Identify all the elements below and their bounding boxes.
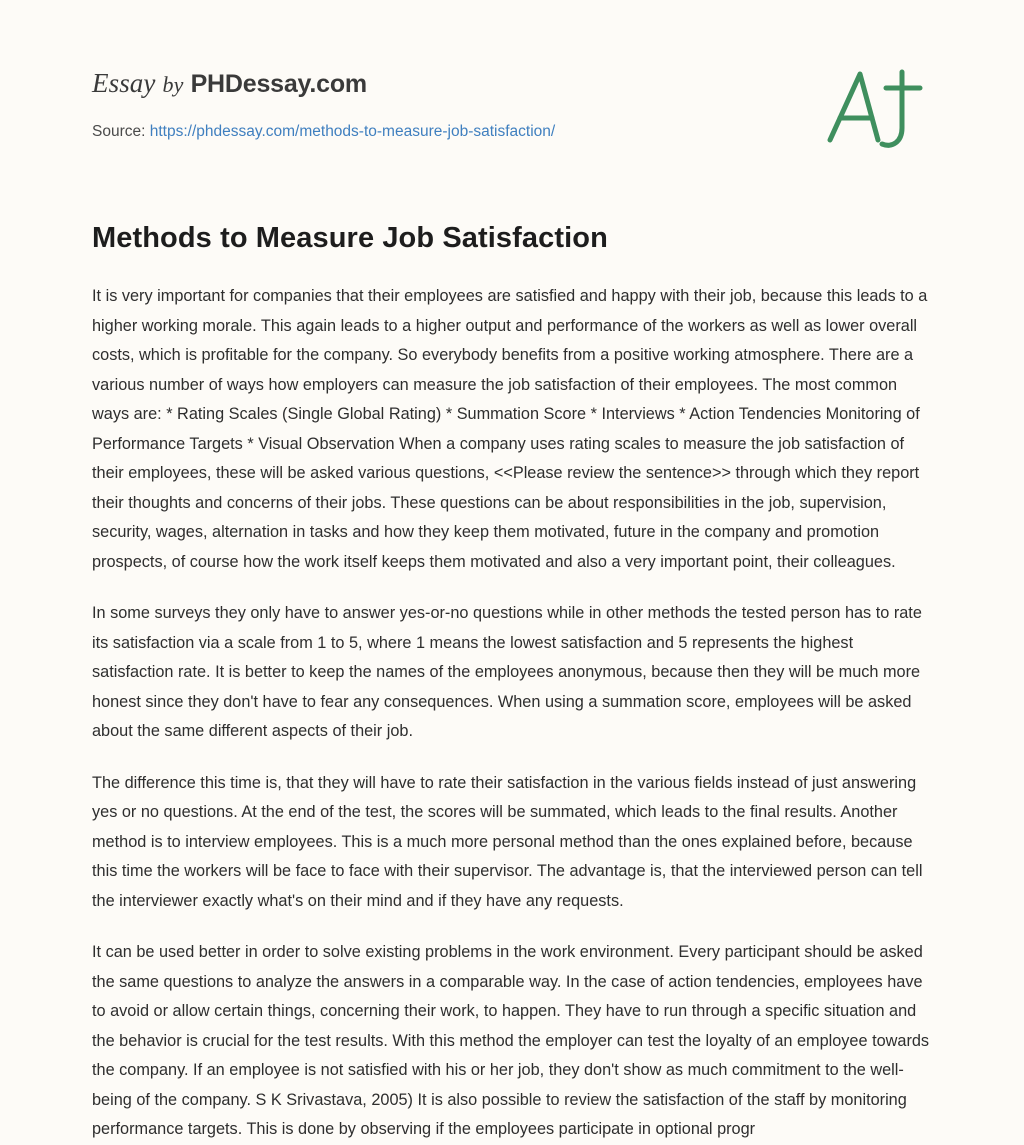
source-line xyxy=(92,123,932,141)
paragraph: It can be used better in order to solve existing problems in the work environment. Every participant should be asked the same questions to analyze the answers in a comparable way. In the case of action tendencies, employees have to avoid or allow certain things, concerning their work, to happen. They have to run through a specific situation and the behavior is crucial for the test results. With this method the employer can test the loyalty of an employee towards the company. If an employee is not satisfied with his or her job, they don't show as much commitment to the well-being of the company. S K Srivastava, 2005) It is also possible to review the satisfaction of the staff by monitoring performance targets. This is done by observing if the employees participate in optional progr xyxy=(92,943,930,1138)
brand-header xyxy=(92,0,932,99)
paragraph: In some surveys they only have to answer yes-or-no questions while in other methods the tested person has to rate its satisfaction via a scale from 1 to 5, where 1 means the lowest satisfaction and 5 represents the highest satisfaction rate. It is better to keep the names of the employees anonymous, because then they will be much more honest since they don't have to fear any consequences. When using a summation score, employees will be asked about the same different aspects of their job. xyxy=(92,604,922,740)
brand-site-label: PHDessay.com xyxy=(190,70,367,98)
page-title: Methods to Measure Job Satisfaction xyxy=(92,222,608,254)
document-body xyxy=(92,282,932,1145)
paragraph: It is very important for companies that their employees are satisfied and happy with their job, because this leads to a higher working morale. This again leads to a higher output and performance of the workers as well as lower overall costs, which is profitable for the company. So everybody benefits from a positive working atmosphere. There are a various number of ways how employers can measure the job satisfaction of their employees. The most common ways are: * Rating Scales (Single Global Rating) * Summation Score * Interviews * Action Tendencies Monitoring of Performance Targets * Visual Observation When a company uses rating scales to measure the job satisfaction of their employees, these will be asked various questions, <<Please review the sentence>> through which they report their thoughts and concerns of their jobs. These questions can be about responsibilities in the job, supervision, security, wages, alternation in tasks and how they keep them motivated, future in the company and promotion prospects, of course how the work itself keeps them motivated and also a very important point, their colleagues. xyxy=(92,287,928,571)
brand-essay-label: Essay xyxy=(92,68,156,98)
source-url-link[interactable]: https://phdessay.com/methods-to-measure-job-satisfaction/ xyxy=(149,123,556,140)
paragraph: The difference this time is, that they will have to rate their satisfaction in the various fields instead of just answering yes or no questions. At the end of the test, the scores will be summated, which leads to the final results. Another method is to interview employees. This is a much more personal method than the ones explained before, because this time the workers will be face to face with their supervisor. The advantage is, that the interviewed person can tell the interviewer exactly what's on their mind and if they have any requests. xyxy=(92,773,923,910)
phdessay-logo-icon xyxy=(822,62,932,158)
source-label: Source: xyxy=(92,123,146,140)
brand-by-label: by xyxy=(162,72,184,97)
